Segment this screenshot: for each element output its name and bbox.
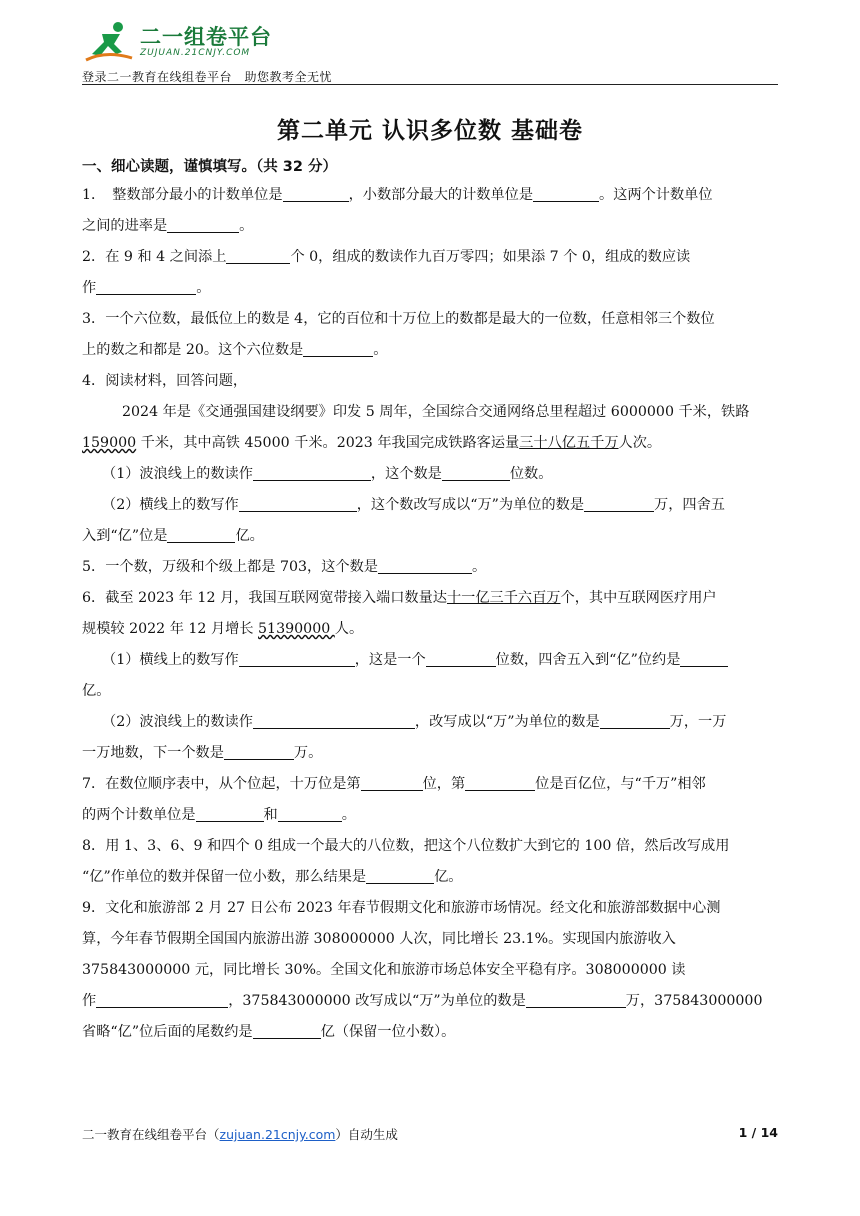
question-4: 4．阅读材料，回答问题， 2024 年是《交通强国建设纲要》印发 5 周年，全国综合交通网络总里程超过 6000000 千米，铁路 159000 千米，其中高铁 45000 千米。2023 年我国完成铁路客运量三十八亿五千万人次。 （1）波浪线上的数读作 ，这个数是 位数。 （2）横线上的数写作 ，这个数改写成以“万”为单位的数是 万，四舍五 入到“亿”位是 亿。	[82, 373, 750, 544]
runner-logo-icon	[82, 20, 136, 64]
section-heading: 一、细心读题，谨慎填写。（共 32 分）	[82, 159, 338, 175]
question-5: 5．一个数，万级和个级上都是 703，这个数是 。	[82, 552, 778, 583]
answer-blank[interactable]	[584, 493, 654, 512]
question-6: 6．截至 2023 年 12 月，我国互联网宽带接入端口数量达十一亿三千六百万个，其中互联网医疗用户 规模较 2022 年 12 月增长 51390000 人。 （1）横线上的数写作 ，这是一个 位数，四舍五入到“亿”位约是 亿。 （2）波浪线上的数读作 ，改写成以“万”为单位的数是 万，一万 一万地数，下一个数是 万。	[82, 590, 727, 761]
question-1: 1． 整数部分最小的计数单位是 ，小数部分最大的计数单位是 。这两个计数单位 之间的进率是 。	[82, 180, 778, 242]
answer-blank[interactable]	[239, 648, 355, 667]
answer-blank[interactable]	[239, 493, 357, 512]
answer-blank[interactable]	[253, 710, 415, 729]
answer-blank[interactable]	[226, 245, 290, 264]
underlined-number: 十一亿三千六百万	[446, 590, 561, 606]
answer-blank[interactable]	[253, 1020, 321, 1039]
question-3: 3．一个六位数，最低位上的数是 4，它的百位和十万位上的数都是最大的一位数，任意相邻三个数位 上的数之和都是 20。这个六位数是 。	[82, 311, 715, 358]
answer-blank[interactable]	[224, 741, 294, 760]
answer-blank[interactable]	[680, 648, 728, 667]
answer-blank[interactable]	[96, 276, 196, 295]
answer-blank[interactable]	[303, 338, 373, 357]
answer-blank[interactable]	[167, 524, 235, 543]
answer-blank[interactable]	[442, 462, 510, 481]
answer-blank[interactable]	[600, 710, 670, 729]
answer-blank[interactable]	[278, 803, 342, 822]
answer-blank[interactable]	[253, 462, 371, 481]
answer-blank[interactable]	[426, 648, 496, 667]
header-divider	[82, 84, 778, 85]
answer-blank[interactable]	[283, 183, 349, 202]
answer-blank[interactable]	[526, 989, 626, 1008]
page-footer	[82, 1125, 778, 1143]
exam-content	[82, 154, 778, 1048]
answer-blank[interactable]	[196, 803, 264, 822]
question-2: 2．在 9 和 4 之间添上 个 0，组成的数读作九百万零四；如果添 7 个 0，组成的数应读 作 。	[82, 242, 778, 304]
footer-link[interactable]: zujuan.21cnjy.com	[219, 1127, 336, 1142]
page-title: 第二单元 认识多位数 基础卷	[276, 118, 583, 144]
answer-blank[interactable]	[366, 865, 434, 884]
wavy-number: 51390000	[258, 621, 335, 637]
question-8: 8．用 1、3、6、9 和四个 0 组成一个最大的八位数，把这个八位数扩大到它的 100 倍，然后改写成用 “亿”作单位的数并保留一位小数，那么结果是 亿。	[82, 838, 730, 885]
answer-blank[interactable]	[378, 555, 472, 574]
answer-blank[interactable]	[533, 183, 599, 202]
answer-blank[interactable]	[465, 772, 535, 791]
question-9: 9．文化和旅游部 2 月 27 日公布 2023 年春节假期文化和旅游市场情况。经文化和旅游部数据中心测 算，今年春节假期全国国内旅游出游 308000000 人次，同比增长 23.1%。实现国内旅游收入 375843000000 元，同比增长 30%。全国文化和旅游市场总体安全平稳有序。308000000 读 作 ，375843000000 改写成以“万”为单位的数是 万，375843000000 省略“亿”位后面的尾数约是 亿（保留一位小数）。	[82, 900, 763, 1040]
header-slogan: 登录二一教育在线组卷平台 助您教考全无忧	[82, 70, 333, 84]
answer-blank[interactable]	[167, 214, 239, 233]
underlined-number: 三十八亿五千万	[519, 435, 619, 451]
wavy-number: 159000	[82, 435, 137, 451]
page-header	[82, 18, 778, 85]
logo	[82, 18, 778, 66]
brand-name: 二一组卷平台	[140, 25, 272, 49]
question-7: 7．在数位顺序表中，从个位起，十万位是第 位，第 位是百亿位，与“千万”相邻 的两个计数单位是 和 。	[82, 769, 778, 831]
answer-blank[interactable]	[361, 772, 423, 791]
page-number: 1 / 14	[738, 1125, 778, 1140]
footer-source: 二一教育在线组卷平台（zujuan.21cnjy.com）自动生成	[82, 1127, 398, 1142]
answer-blank[interactable]	[96, 989, 228, 1008]
brand-domain: ZUJUAN.21CNJY.COM	[140, 48, 251, 58]
